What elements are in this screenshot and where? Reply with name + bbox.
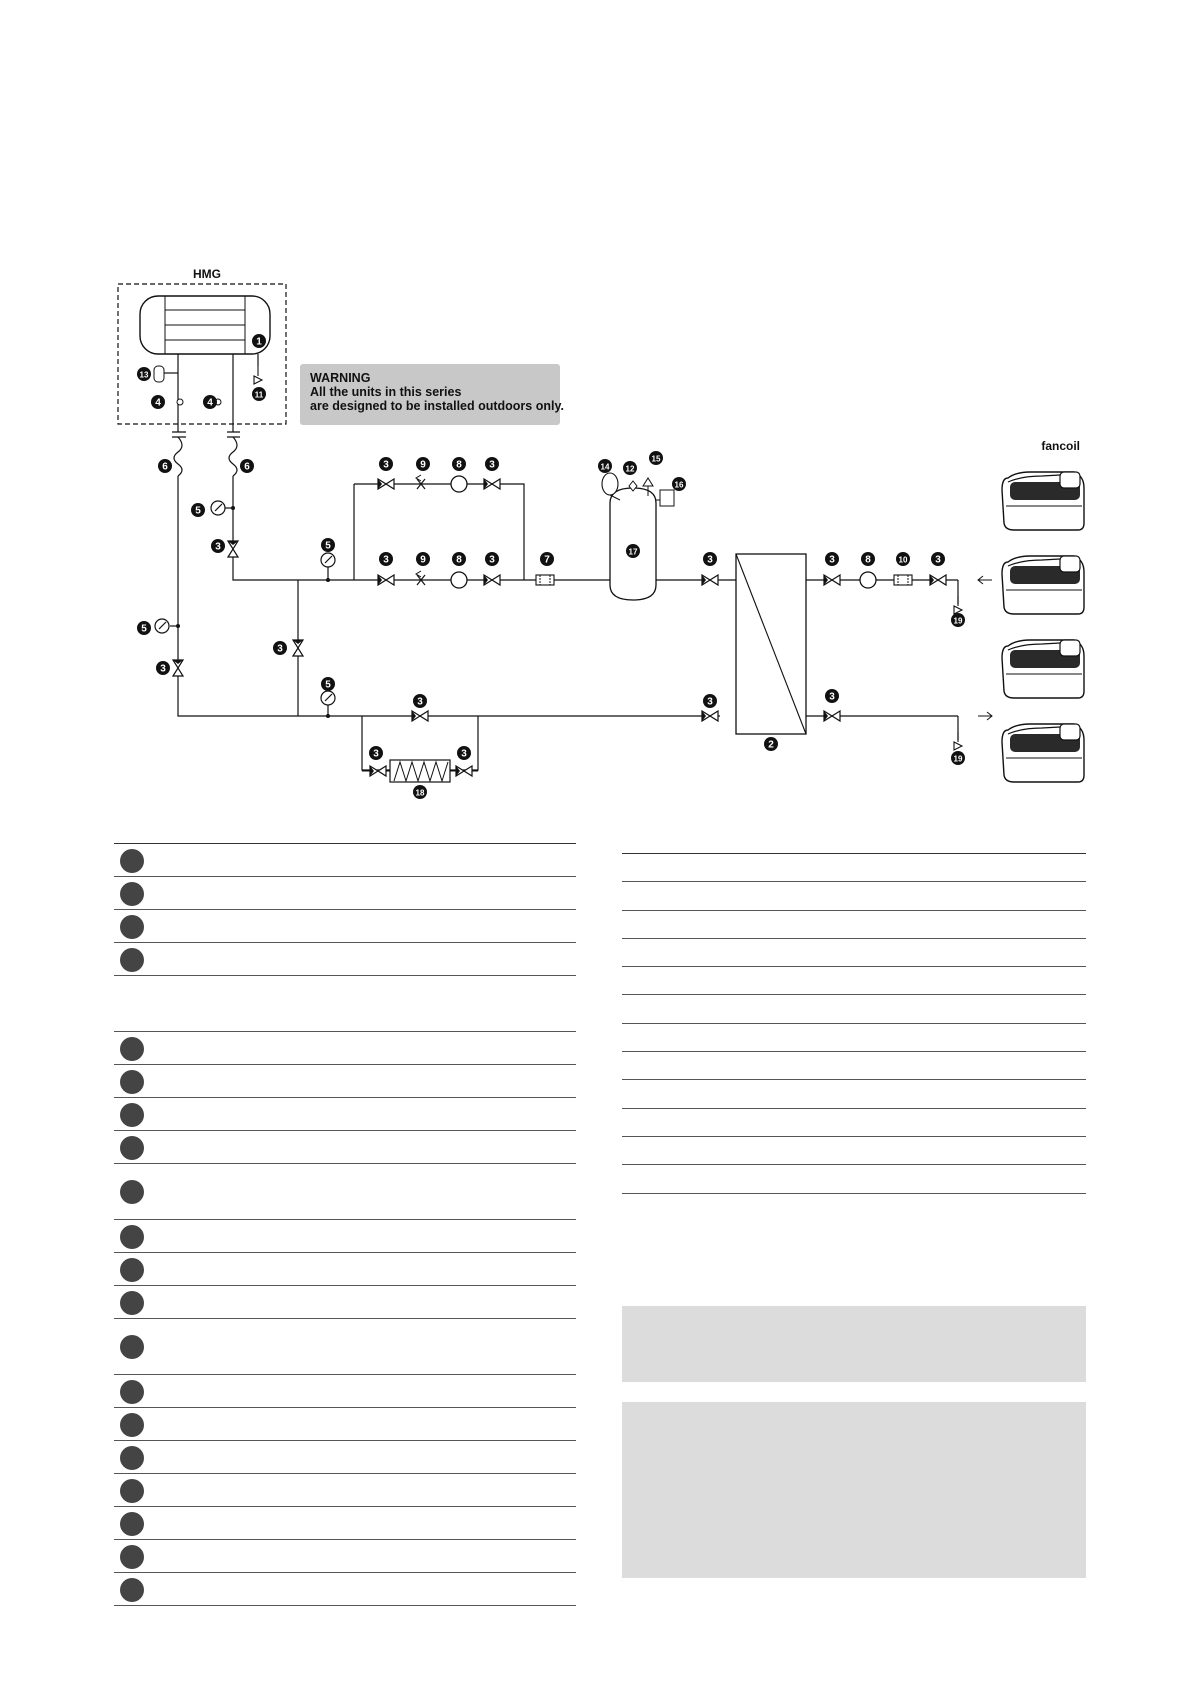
right-table-row bbox=[622, 882, 1086, 910]
right-table-row bbox=[622, 1080, 1086, 1108]
right-table-row bbox=[622, 995, 1086, 1023]
legend-row bbox=[114, 910, 576, 943]
legend-marker bbox=[120, 1037, 144, 1061]
callout-number: 12 bbox=[625, 464, 635, 474]
callout-number: 19 bbox=[953, 616, 963, 626]
callout-number: 3 bbox=[215, 541, 221, 553]
legend-row bbox=[114, 1507, 576, 1540]
callout-number: 5 bbox=[325, 679, 331, 691]
callout-number: 2 bbox=[768, 739, 774, 751]
right-table-row bbox=[622, 854, 1086, 882]
legend-marker bbox=[120, 1180, 144, 1204]
callout-number: 7 bbox=[544, 554, 550, 566]
flow-arrows bbox=[978, 576, 992, 720]
legend-marker bbox=[120, 882, 144, 906]
expansion-vessel bbox=[602, 473, 618, 495]
legend-marker bbox=[120, 915, 144, 939]
warning-line-2: are designed to be installed outdoors only. bbox=[310, 399, 564, 413]
callout-number: 9 bbox=[420, 459, 426, 471]
callout-number: 6 bbox=[162, 461, 168, 473]
callout-number: 3 bbox=[489, 554, 495, 566]
callout-number: 3 bbox=[417, 696, 423, 708]
callout-number: 3 bbox=[707, 554, 713, 566]
callout-number: 5 bbox=[325, 540, 331, 552]
sensor-port-left bbox=[177, 399, 183, 405]
callout-number: 16 bbox=[674, 480, 684, 490]
right-table bbox=[622, 853, 1086, 1194]
legend-row bbox=[114, 1319, 576, 1375]
legend-marker bbox=[120, 1380, 144, 1404]
warning-title: WARNING bbox=[310, 371, 371, 385]
callout-number: 3 bbox=[829, 554, 835, 566]
legend-row bbox=[114, 1253, 576, 1286]
legend-row bbox=[114, 1065, 576, 1098]
flow-switch bbox=[154, 366, 164, 382]
callout-number: 8 bbox=[456, 459, 462, 471]
callout-number: 6 bbox=[244, 461, 250, 473]
shut-off-valves bbox=[173, 479, 946, 776]
legend-row bbox=[114, 1441, 576, 1474]
legend-row bbox=[114, 943, 576, 976]
callout-number: 3 bbox=[489, 459, 495, 471]
legend-row bbox=[114, 1098, 576, 1131]
callout-number: 3 bbox=[383, 459, 389, 471]
legend-marker bbox=[120, 1446, 144, 1470]
right-table-row bbox=[622, 967, 1086, 995]
legend-row bbox=[114, 877, 576, 910]
legend-marker bbox=[120, 1413, 144, 1437]
callout-number: 8 bbox=[456, 554, 462, 566]
callout-number: 11 bbox=[254, 390, 264, 400]
legend-row bbox=[114, 1164, 576, 1220]
right-table-row bbox=[622, 1165, 1086, 1193]
callout-number: 17 bbox=[628, 547, 638, 557]
legend-marker bbox=[120, 1335, 144, 1359]
right-table-row bbox=[622, 1109, 1086, 1137]
right-table-row bbox=[622, 939, 1086, 967]
legend-marker bbox=[120, 1258, 144, 1282]
legend-marker bbox=[120, 1070, 144, 1094]
legend-row bbox=[114, 1573, 576, 1606]
legend-table bbox=[114, 843, 576, 1606]
hmg-label: HMG bbox=[193, 267, 221, 281]
callout-number: 5 bbox=[141, 623, 147, 635]
pipework bbox=[163, 354, 958, 770]
hydraulic-diagram bbox=[0, 0, 1191, 840]
hydraulic-diagram-svg bbox=[0, 0, 1191, 840]
legend-row bbox=[114, 1131, 576, 1164]
filling-valve bbox=[660, 490, 674, 506]
callout-number: 3 bbox=[160, 663, 166, 675]
legend-row bbox=[114, 1540, 576, 1573]
callout-number: 3 bbox=[383, 554, 389, 566]
legend-marker bbox=[120, 1479, 144, 1503]
legend-row bbox=[114, 1220, 576, 1253]
legend-row bbox=[114, 1474, 576, 1507]
callout-number: 4 bbox=[207, 397, 213, 409]
callout-number: 19 bbox=[953, 754, 963, 764]
legend-marker bbox=[120, 1136, 144, 1160]
right-table-row bbox=[622, 1137, 1086, 1165]
callout-number: 3 bbox=[373, 748, 379, 760]
legend-row bbox=[114, 976, 576, 1032]
callout-number: 3 bbox=[461, 748, 467, 760]
right-table-row bbox=[622, 1052, 1086, 1080]
legend-row bbox=[114, 1286, 576, 1319]
legend-marker bbox=[120, 948, 144, 972]
legend-row bbox=[114, 1032, 576, 1065]
callout-number: 10 bbox=[898, 555, 908, 565]
callout-number: 3 bbox=[935, 554, 941, 566]
callout-number: 3 bbox=[829, 691, 835, 703]
legend-row bbox=[114, 844, 576, 877]
callout-number: 3 bbox=[707, 696, 713, 708]
callout-number: 13 bbox=[139, 370, 149, 380]
legend-marker bbox=[120, 1512, 144, 1536]
callout-number: 15 bbox=[651, 454, 661, 464]
callout-number: 8 bbox=[865, 554, 871, 566]
callout-number: 5 bbox=[195, 505, 201, 517]
note-box-2 bbox=[622, 1402, 1086, 1578]
fancoil-units bbox=[1002, 472, 1084, 782]
callout-number: 3 bbox=[277, 643, 283, 655]
legend-row bbox=[114, 1375, 576, 1408]
note-box-1 bbox=[622, 1306, 1086, 1382]
callout-number: 4 bbox=[155, 397, 161, 409]
callout-number: 18 bbox=[415, 788, 425, 798]
legend-marker bbox=[120, 1225, 144, 1249]
right-table-row bbox=[622, 1024, 1086, 1052]
check-valves bbox=[416, 475, 425, 585]
fancoil-label: fancoil bbox=[1041, 439, 1080, 453]
warning-box bbox=[300, 364, 564, 425]
legend-marker bbox=[120, 1578, 144, 1602]
callout-number: 9 bbox=[420, 554, 426, 566]
legend-marker bbox=[120, 1291, 144, 1315]
legend-row bbox=[114, 1408, 576, 1441]
callout-number: 1 bbox=[256, 336, 262, 348]
legend-marker bbox=[120, 849, 144, 873]
right-table-row bbox=[622, 911, 1086, 939]
callout-number: 14 bbox=[600, 462, 610, 472]
safety-valve bbox=[643, 478, 653, 486]
legend-marker bbox=[120, 1545, 144, 1569]
warning-line-1: All the units in this series bbox=[310, 385, 462, 399]
legend-marker bbox=[120, 1103, 144, 1127]
